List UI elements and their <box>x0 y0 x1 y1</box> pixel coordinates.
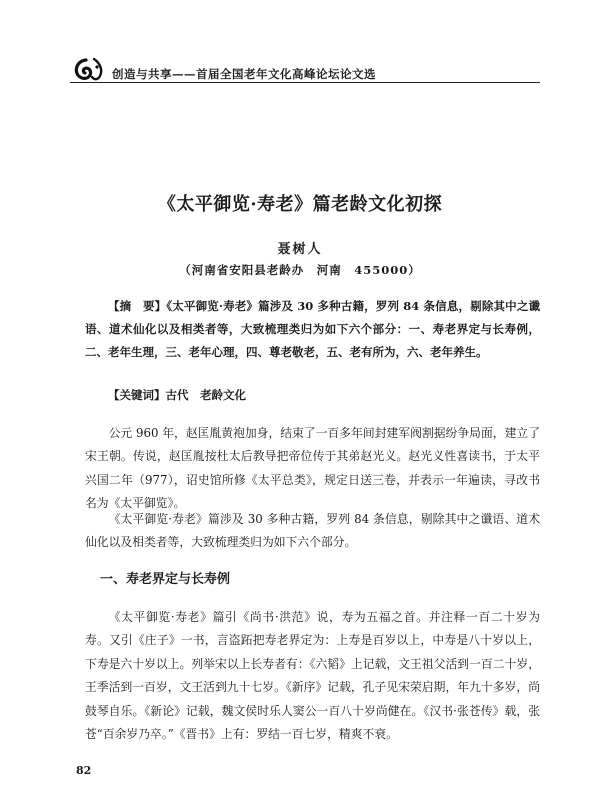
author-name: 聂树人 <box>277 242 323 257</box>
series-logo-icon <box>70 56 106 82</box>
body-paragraph: 《太平御览·寿老》篇涉及 30 多种古籍，罗列 84 条信息，剔除其中之谶语、道术仙化以及相类者等，大致梳理类归为如下六个部分。 <box>85 512 540 550</box>
page-number: 82 <box>76 764 92 777</box>
section-heading: 一、寿老界定与长寿例 <box>100 572 231 587</box>
running-header <box>70 56 540 83</box>
body-paragraph: 《太平御览·寿老》篇引《尚书·洪范》说，寿为五福之首。并注释一百二十岁为寿。又引《庄子》一书，言盗跖把寿老界定为：上寿是百岁以上，中寿是八十岁以上，下寿是六十岁以上。列举宋以上长寿者有：《六韬》上记载，文王祖父活到一百二十岁，王季活到一百岁，文王活到九十七岁。《新序》记载，孔子见宋荣启期，年九十多岁，尚鼓琴自乐。《新论》记载，魏文侯时乐人窦公一百八十岁尚健在。《汉书·张苍传》载，张苍“百余岁乃卒。”《晋书》上有：罗结一百七岁，精爽不衰。 <box>85 610 540 742</box>
body-paragraph: 公元 960 年，赵匡胤黄袍加身，结束了一百多年间封建军阀割据纷争局面，建立了宋王朝。传说，赵匡胤按杜太后教导把帝位传于其弟赵光义。赵光义性喜读书，于太平兴国二年（977），诏史馆所修《太平总类》，规定日送三卷，并表示一年遍读，寻改书名为《太平御览》。 <box>85 426 540 511</box>
series-title: 创造与共享——首届全国老年文化高峰论坛论文选 <box>112 67 376 81</box>
keywords: 【关键词】古代 老龄文化 <box>108 388 246 402</box>
author-affiliation: （河南省安阳县老龄办 河南 455000） <box>179 263 421 277</box>
article-title: 《太平御览·寿老》篇老龄文化初探 <box>157 194 443 215</box>
abstract: 【摘 要】《太平御览·寿老》篇涉及 30 多种古籍，罗列 84 条信息，剔除其中之谶语、道术仙化以及相类者等，大致梳理类归为如下六个部分：一、寿老界定与长寿例，二、老年生理，三、老年心理，四、尊老敬老，五、老有所为，六、老年养生。 <box>85 299 540 360</box>
